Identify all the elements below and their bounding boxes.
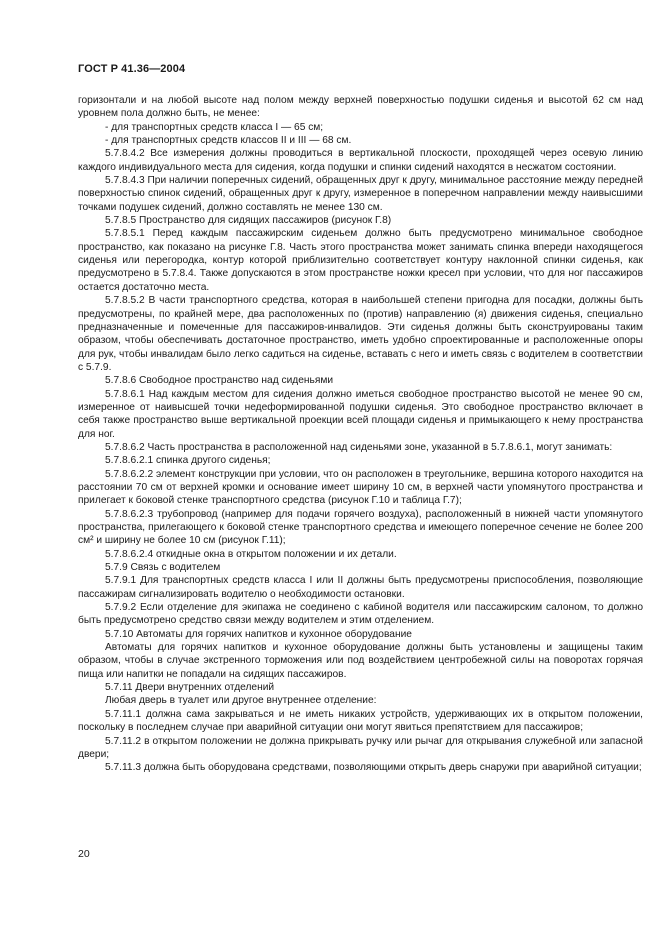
clause-5-7-8-6-heading: 5.7.8.6 Свободное пространство над сиденьями <box>105 375 334 387</box>
page-number: 20 <box>78 848 90 860</box>
clause-5-7-8-6-1: 5.7.8.6.1 Над каждым местом для сидения должно иметься свободное пространство высотой не менее 90 см, измеренное от наивысшей точки недеформированной подушки сиденья. Это свободное пространство включает в себя также пространство выше вертикальной проекции всей площади сиденья и примыкающего к нему пространства для ног. <box>78 388 643 440</box>
clause-5-7-8-5-heading: 5.7.8.5 Пространство для сидящих пассажиров (рисунок Г.8) <box>105 215 392 227</box>
clause-5-7-8-6-2: 5.7.8.6.2 Часть пространства в расположенной над сиденьями зоне, указанной в 5.7.8.6.1, могут занимать: <box>105 441 613 453</box>
clause-5-7-10-heading: 5.7.10 Автоматы для горячих напитков и кухонное оборудование <box>105 628 412 640</box>
clause-5-7-11-3: 5.7.11.3 должна быть оборудована средствами, позволяющими открыть дверь снаружи при аварийной ситуации; <box>105 762 642 774</box>
clause-5-7-8-5-1: 5.7.8.5.1 Перед каждым пассажирским сиденьем должно быть предусмотрено минимальное свободное пространство, как показано на рисунке Г.8. Часть этого пространства может занимать спинка впереди находящегося сиденья или перегородка, контур которой приблизительно соответствует контуру наклонной спинки сиденья, как предусмотрено в 5.7.8.4. Также допускаются в этом пространстве ножки кресел при условии, что для ног пассажиров остается достаточно места. <box>78 228 643 293</box>
clause-5-7-8-4-3: 5.7.8.4.3 При наличии поперечных сидений, обращенных друг к другу, минимальное расстояние между передней поверхностью спинок сидений, обращенных друг к другу, измеренное в поперечном направлении между наивысшими точками подушек сидений, должно составлять не менее 130 см. <box>78 175 644 213</box>
document-body <box>78 94 643 775</box>
paragraph: горизонтали и на любой высоте над полом между верхней поверхностью подушки сиденья и высотой 62 см над уровнем пола должно быть, не менее: <box>78 95 643 120</box>
clause-5-7-9-2: 5.7.9.2 Если отделение для экипажа не соединено с кабиной водителя или пассажирским салоном, то должно быть предусмотрено средство связи между водителем и этим отделением. <box>78 602 643 627</box>
list-item: - для транспортных средств классов II и III — 68 см. <box>105 135 352 147</box>
clause-5-7-10-text: Автоматы для горячих напитков и кухонное оборудование должны быть установлены и защищены таким образом, чтобы в случае экстренного торможения или под воздействием центробежной силы на поворотах горячая пища или напитки не попадали на сидящих пассажиров. <box>78 642 643 680</box>
clause-5-7-8-6-2-3: 5.7.8.6.2.3 трубопровод (например для подачи горячего воздуха), расположенный в нижней части упомянутого пространства, прилегающего к боковой стенке транспортного средства и имеющего поперечное сечение не более 200 см² и ширину не более 10 см (рисунок Г.11); <box>78 508 643 547</box>
clause-5-7-8-6-2-2: 5.7.8.6.2.2 элемент конструкции при условии, что он расположен в треугольнике, вершина которого находится на расстоянии 70 см от верхней кромки и основание имеет ширину 10 см, в верхней части упомянутого пространства и прилегает к боковой стенке транспортного средства (рисунок Г.10 и таблица Г.7); <box>78 468 643 507</box>
clause-5-7-8-4-2: 5.7.8.4.2 Все измерения должны проводиться в вертикальной плоскости, проходящей через осевую линию каждого индивидуального места для сидения, когда подушки и спинки сидений находятся в несжатом состоянии. <box>78 148 643 173</box>
page-header-title: ГОСТ Р 41.36—2004 <box>78 63 186 75</box>
list-item: - для транспортных средств класса I — 65 см; <box>105 121 324 133</box>
clause-5-7-8-6-2-4: 5.7.8.6.2.4 откидные окна в открытом положении и их детали. <box>105 548 397 560</box>
clause-5-7-11-2: 5.7.11.2 в открытом положении не должна прикрывать ручку или рычаг для открывания служебной или запасной двери; <box>78 735 643 760</box>
clause-5-7-11-1: 5.7.11.1 должна сама закрываться и не иметь никаких устройств, удерживающих их в открытом положении, поскольку в последнем случае при аварийной ситуации они могут явиться препятствием для пассажиров; <box>78 708 643 734</box>
clause-5-7-11-heading: 5.7.11 Двери внутренних отделений <box>105 682 275 694</box>
clause-5-7-9-1: 5.7.9.1 Для транспортных средств класса I или II должны быть предусмотрены приспособления, позволяющие пассажирам сигнализировать водителю о необходимости остановки. <box>78 575 643 600</box>
clause-5-7-8-6-2-1: 5.7.8.6.2.1 спинка другого сиденья; <box>105 455 271 467</box>
clause-5-7-8-5-2: 5.7.8.5.2 В части транспортного средства, которая в наибольшей степени пригодна для посадки, должны быть предусмотрены, по крайней мере, два расположенных по (против) направлению (я) движения сиденья, специально предназначенные и помеченные для пассажиров-инвалидов. Эти сиденья должны быть сконструированы таким образом, чтобы обеспечивать достаточное пространство, иметь удобно спроектированные и расположенные опоры для рук, чтобы инвалидам было легко садиться на сиденье, вставать с него и иметь связь с водителем в соответствии с 5.7.9. <box>78 295 643 373</box>
clause-5-7-11-intro: Любая дверь в туалет или другое внутреннее отделение: <box>105 695 377 707</box>
clause-5-7-9-heading: 5.7.9 Связь с водителем <box>105 562 221 574</box>
